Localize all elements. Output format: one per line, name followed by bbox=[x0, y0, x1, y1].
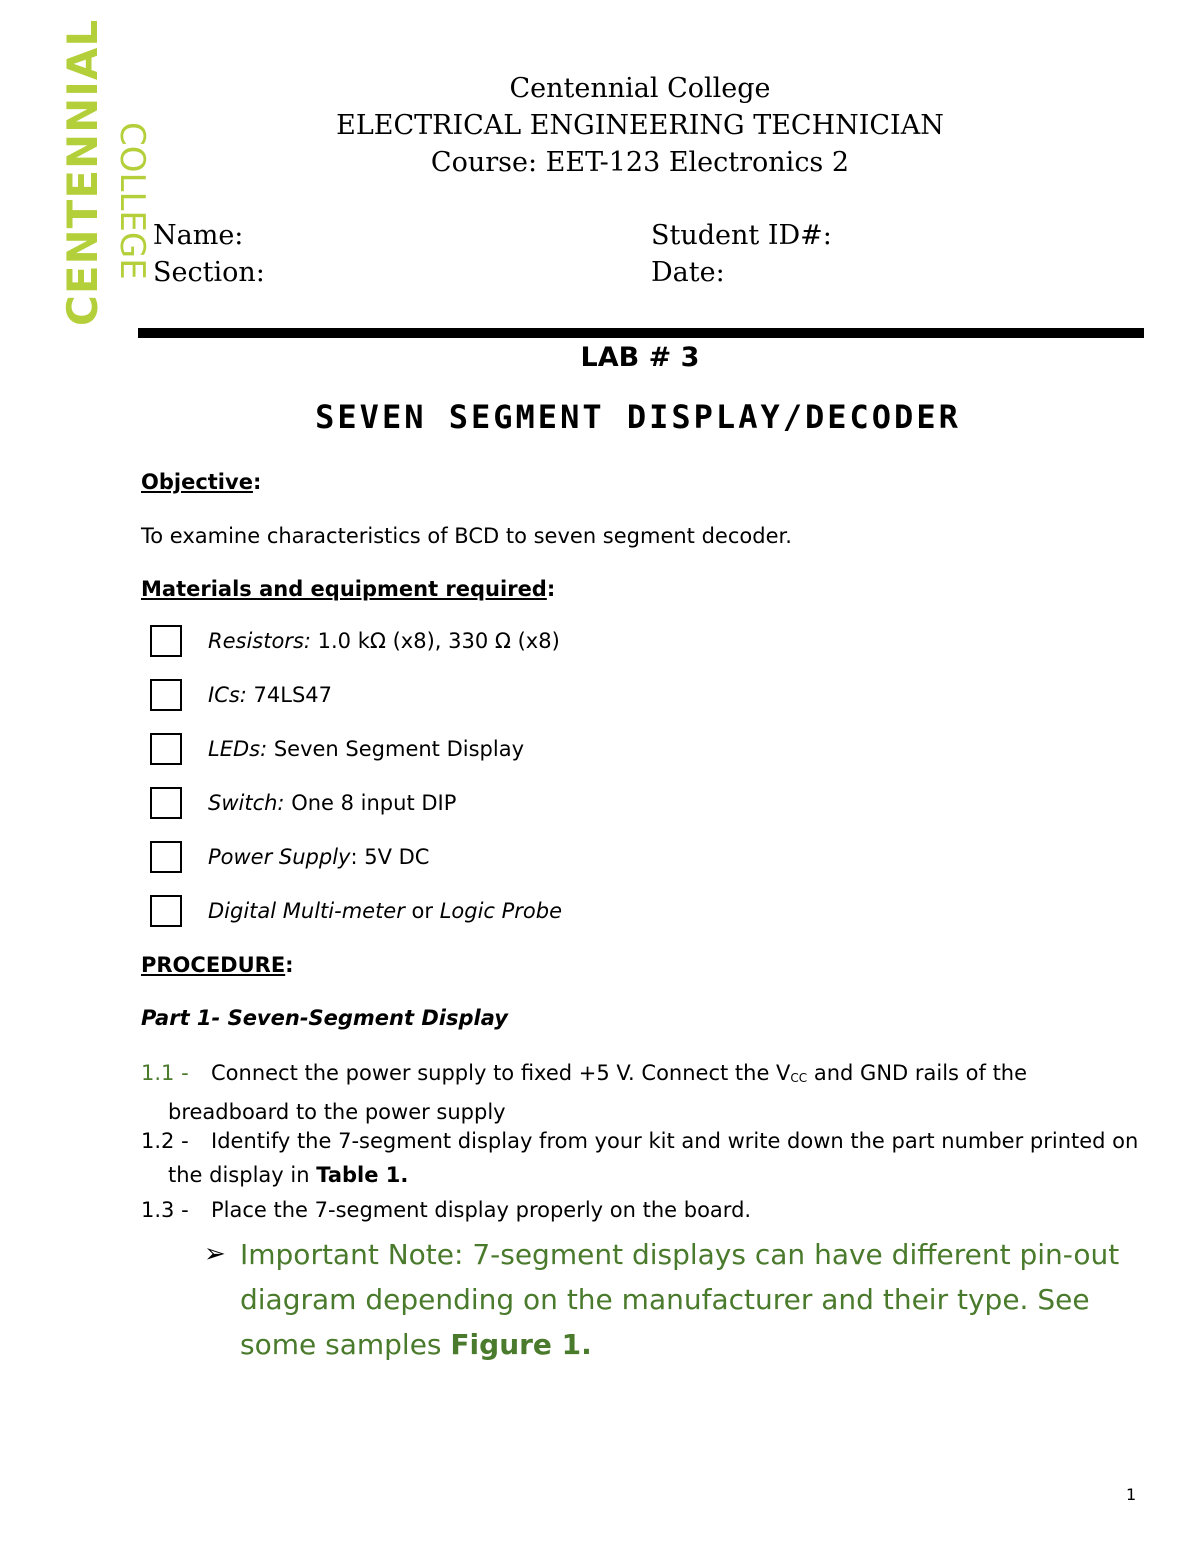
material-item: ICs: 74LS47 bbox=[150, 676, 332, 714]
header-divider bbox=[138, 328, 1144, 338]
material-item: LEDs: Seven Segment Display bbox=[150, 730, 524, 768]
course-name: Course: EET-123 Electronics 2 bbox=[430, 147, 850, 178]
lab-subtitle: SEVEN SEGMENT DISPLAY/DECODER bbox=[315, 398, 961, 436]
program-name: ELECTRICAL ENGINEERING TECHNICIAN bbox=[336, 110, 944, 141]
material-item: Resistors: 1.0 kΩ (x8), 330 Ω (x8) bbox=[150, 622, 560, 660]
material-checkbox[interactable] bbox=[150, 787, 182, 819]
material-checkbox[interactable] bbox=[150, 895, 182, 927]
page-number: 1 bbox=[1126, 1485, 1137, 1504]
procedure-step: 1.2 - Identify the 7-segment display from your kit and write down the part number printed on the display in Table 1. bbox=[141, 1129, 1139, 1187]
material-checkbox[interactable] bbox=[150, 679, 182, 711]
procedure-heading: PROCEDURE: bbox=[141, 953, 294, 977]
logo-text-college: COLLEGE bbox=[112, 122, 152, 280]
material-checkbox[interactable] bbox=[150, 625, 182, 657]
college-name: Centennial College bbox=[509, 73, 771, 104]
logo-text-centennial: CENTENNIAL bbox=[58, 18, 107, 326]
materials-heading: Materials and equipment required: bbox=[141, 577, 556, 601]
material-checkbox[interactable] bbox=[150, 841, 182, 873]
important-note: ➢ Important Note: 7-segment displays can have different pin-out diagram depending on the manufacturer and their type. See some samples Figure 1. bbox=[204, 1232, 1144, 1367]
procedure-step: 1.3 - Place the 7-segment display properly on the board. bbox=[141, 1198, 752, 1222]
material-item: Digital Multi-meter or Logic Probe bbox=[150, 892, 562, 930]
procedure-step: 1.1 - Connect the power supply to fixed +5 V. Connect the VCC and GND rails of the breadboard to the power supply bbox=[141, 1061, 1028, 1124]
section-field-label: Section: bbox=[153, 257, 265, 288]
part1-heading: Part 1- Seven-Segment Display bbox=[141, 1006, 508, 1030]
lab-title: LAB # 3 bbox=[580, 342, 700, 373]
student-id-field-label: Student ID#: bbox=[651, 220, 832, 251]
arrow-bullet-icon: ➢ bbox=[204, 1239, 226, 1269]
name-field-label: Name: bbox=[153, 220, 244, 251]
document-header bbox=[300, 70, 980, 181]
material-item: Power Supply: 5V DC bbox=[150, 838, 429, 876]
material-checkbox[interactable] bbox=[150, 733, 182, 765]
material-item: Switch: One 8 input DIP bbox=[150, 784, 456, 822]
college-logo bbox=[38, 18, 152, 330]
date-field-label: Date: bbox=[651, 257, 725, 288]
objective-text: To examine characteristics of BCD to seven segment decoder. bbox=[141, 524, 792, 548]
objective-heading: Objective: bbox=[141, 470, 262, 494]
